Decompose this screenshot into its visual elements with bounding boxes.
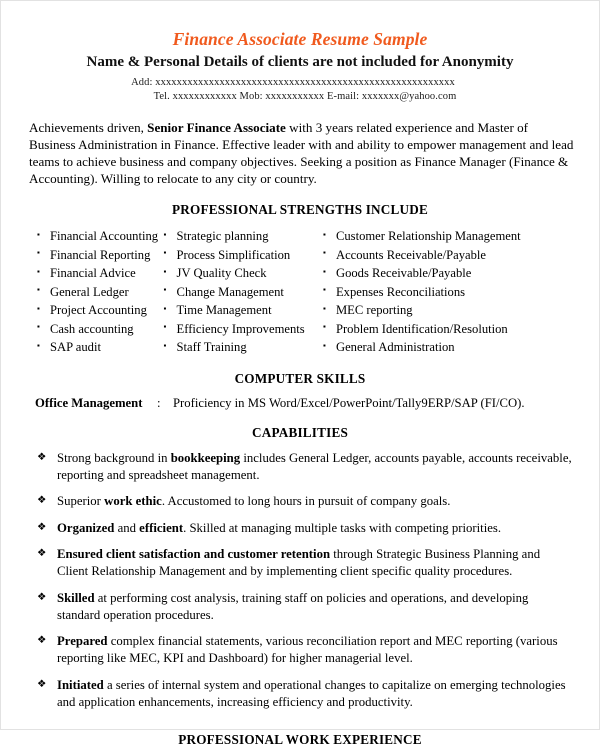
list-item: [164, 283, 323, 302]
list-item-label: Project Accounting: [50, 303, 147, 318]
floret-bullet-icon: ❖: [37, 452, 47, 464]
list-item-label: Process Simplification: [176, 247, 291, 262]
list-item: [323, 283, 599, 302]
capability-item: [35, 520, 573, 537]
capability-text-post: . Skilled at managing multiple tasks with competing priorities.: [183, 520, 502, 535]
capability-text-post: through Strategic Business Planning and Client Relationship Management and by implementing client specific quality procedures.: [57, 547, 541, 579]
capabilities-list: [1, 441, 599, 710]
list-item: [323, 320, 599, 339]
square-bullet-icon: ▪: [163, 322, 167, 332]
list-item-label: Customer Relationship Management: [335, 229, 521, 244]
professional-summary: [1, 102, 599, 187]
list-item-label: General Administration: [335, 340, 455, 355]
square-bullet-icon: ▪: [37, 248, 40, 258]
square-bullet-icon: ▪: [163, 303, 167, 313]
summary-text-part1: Achievements driven,: [29, 120, 148, 135]
list-item-label: Problem Identification/Resolution: [335, 321, 508, 336]
capability-item: [35, 590, 573, 624]
capability-item: [35, 546, 573, 580]
square-bullet-icon: ▪: [163, 340, 167, 350]
square-bullet-icon: ▪: [37, 303, 40, 313]
square-bullet-icon: ▪: [322, 285, 326, 295]
list-item: [164, 320, 323, 339]
list-item-label: Financial Advice: [50, 266, 136, 281]
capability-lead-emphasis: Organized: [57, 520, 115, 535]
floret-bullet-icon: ❖: [37, 495, 47, 507]
square-bullet-icon: ▪: [322, 229, 326, 239]
floret-bullet-icon: ❖: [37, 591, 47, 603]
list-item: [164, 246, 323, 265]
list-item: [323, 246, 599, 265]
capability-item: [35, 493, 573, 510]
section-heading-computer-skills: COMPUTER SKILLS: [234, 370, 366, 386]
list-item: [323, 301, 599, 320]
strengths-columns: [1, 218, 599, 357]
square-bullet-icon: ▪: [37, 322, 40, 332]
list-item-label: Goods Receivable/Payable: [335, 266, 472, 281]
list-item: [164, 301, 323, 320]
section-heading-capabilities: CAPABILITIES: [252, 425, 348, 441]
list-item-label: Staff Training: [176, 340, 247, 355]
square-bullet-icon: ▪: [37, 266, 40, 276]
square-bullet-icon: ▪: [163, 248, 167, 258]
list-item-label: Financial Accounting: [50, 229, 159, 244]
list-item: [164, 338, 323, 357]
floret-bullet-icon: ❖: [37, 678, 47, 690]
page-subtitle: Name & Personal Details of clients are not included for Anonymity: [86, 54, 514, 70]
square-bullet-icon: ▪: [37, 340, 40, 350]
list-item: [164, 264, 323, 283]
list-item: [37, 283, 164, 302]
computer-skills-value: Proficiency in MS Word/Excel/PowerPoint/Tally9ERP/SAP (FI/CO).: [173, 395, 525, 410]
strengths-list-3: [323, 227, 599, 357]
square-bullet-icon: ▪: [163, 285, 167, 295]
capability-text-post: at performing cost analysis, training staff on policies and operations, and developing standard operation procedures.: [57, 590, 529, 622]
capability-lead-emphasis: Skilled: [57, 590, 95, 605]
capability-emphasis: work ethic: [104, 494, 162, 509]
list-item-label: Strategic planning: [176, 229, 269, 244]
strengths-column-3: [323, 227, 599, 357]
square-bullet-icon: ▪: [163, 229, 167, 239]
list-item: [323, 227, 599, 246]
computer-skills-separator: :: [157, 395, 161, 410]
capability-lead-emphasis: Prepared: [57, 634, 108, 649]
square-bullet-icon: ▪: [322, 266, 326, 276]
capability-item: [35, 677, 573, 711]
list-item-label: Efficiency Improvements: [176, 321, 305, 336]
capability-text-post: . Accustomed to long hours in pursuit of company goals.: [161, 494, 451, 509]
list-item: [164, 227, 323, 246]
square-bullet-icon: ▪: [37, 285, 40, 295]
floret-bullet-icon: ❖: [37, 548, 47, 560]
list-item-label: MEC reporting: [335, 303, 413, 318]
list-item-label: General Ledger: [50, 284, 129, 299]
list-item: [323, 338, 599, 357]
list-item-label: Time Management: [176, 303, 272, 318]
square-bullet-icon: ▪: [322, 322, 326, 332]
strengths-list-2: [164, 227, 323, 357]
square-bullet-icon: ▪: [322, 303, 326, 313]
list-item: [37, 320, 164, 339]
capability-text-pre: Superior: [57, 494, 105, 509]
computer-skills-label: Office Management: [35, 395, 143, 410]
capability-item: [35, 633, 573, 667]
contact-address-line: Add: xxxxxxxxxxxxxxxxxxxxxxxxxxxxxxxxxxxxxxxxxxxxxxxxxxxxxxxx: [131, 77, 455, 88]
square-bullet-icon: ▪: [322, 248, 326, 258]
contact-phone-email-line: Tel. xxxxxxxxxxxx Mob: xxxxxxxxxxx E-mail: xxxxxxx@yahoo.com: [153, 91, 457, 102]
square-bullet-icon: ▪: [163, 266, 167, 276]
capability-item: [35, 450, 573, 484]
list-item-label: Accounts Receivable/Payable: [335, 247, 487, 262]
floret-bullet-icon: ❖: [37, 521, 47, 533]
computer-skills-row: [1, 387, 599, 412]
strengths-column-1: [1, 227, 164, 357]
list-item-label: Cash accounting: [50, 321, 134, 336]
section-heading-work-experience: PROFESSIONAL WORK EXPERIENCE: [178, 732, 422, 747]
strengths-column-2: [164, 227, 323, 357]
list-item-label: SAP audit: [50, 340, 101, 355]
list-item-label: Financial Reporting: [50, 247, 151, 262]
list-item: [37, 246, 164, 265]
list-item: [37, 301, 164, 320]
list-item: [37, 338, 164, 357]
summary-text-part2: with 3 years related experience and Master of Business Administration in Finance. Effective leader with and ability to empower management and lead teams to achieve business and company objectives. Seeking a position as Finance Manager (Finance & Accounting). Willing to relocate to any city or country.: [29, 120, 574, 187]
list-item: [37, 264, 164, 283]
list-item-label: Change Management: [176, 284, 284, 299]
page-title: Finance Associate Resume Sample: [172, 29, 428, 49]
capability-text-post: a series of internal system and operational changes to capitalize on emerging technologies and application enhancements, increasing efficiency and productivity.: [57, 677, 566, 709]
square-bullet-icon: ▪: [322, 340, 326, 350]
floret-bullet-icon: ❖: [37, 635, 47, 647]
capability-text-pre: Strong background in: [57, 451, 171, 466]
capability-text-post: includes General Ledger, accounts payable, accounts receivable, reporting and spreadsheet management.: [57, 451, 572, 483]
list-item-label: JV Quality Check: [176, 266, 267, 281]
section-heading-strengths: PROFESSIONAL STRENGTHS INCLUDE: [172, 202, 428, 218]
list-item: [37, 227, 164, 246]
capability-text-post: complex financial statements, various reconciliation report and MEC reporting (various reporting like MEC, KPI and Dashboard) for higher managerial level.: [57, 634, 558, 666]
capability-lead-emphasis: Ensured client satisfaction and customer retention: [57, 547, 331, 562]
capability-lead-emphasis: Initiated: [57, 677, 104, 692]
list-item: [323, 264, 599, 283]
capability-emphasis: efficient: [139, 520, 184, 535]
list-item-label: Expenses Reconciliations: [335, 284, 466, 299]
capability-emphasis: bookkeeping: [170, 451, 241, 466]
capability-text-pre: and: [114, 520, 140, 535]
summary-job-title: Senior Finance Associate: [147, 120, 286, 135]
square-bullet-icon: ▪: [37, 229, 40, 239]
strengths-list-1: [37, 227, 164, 357]
